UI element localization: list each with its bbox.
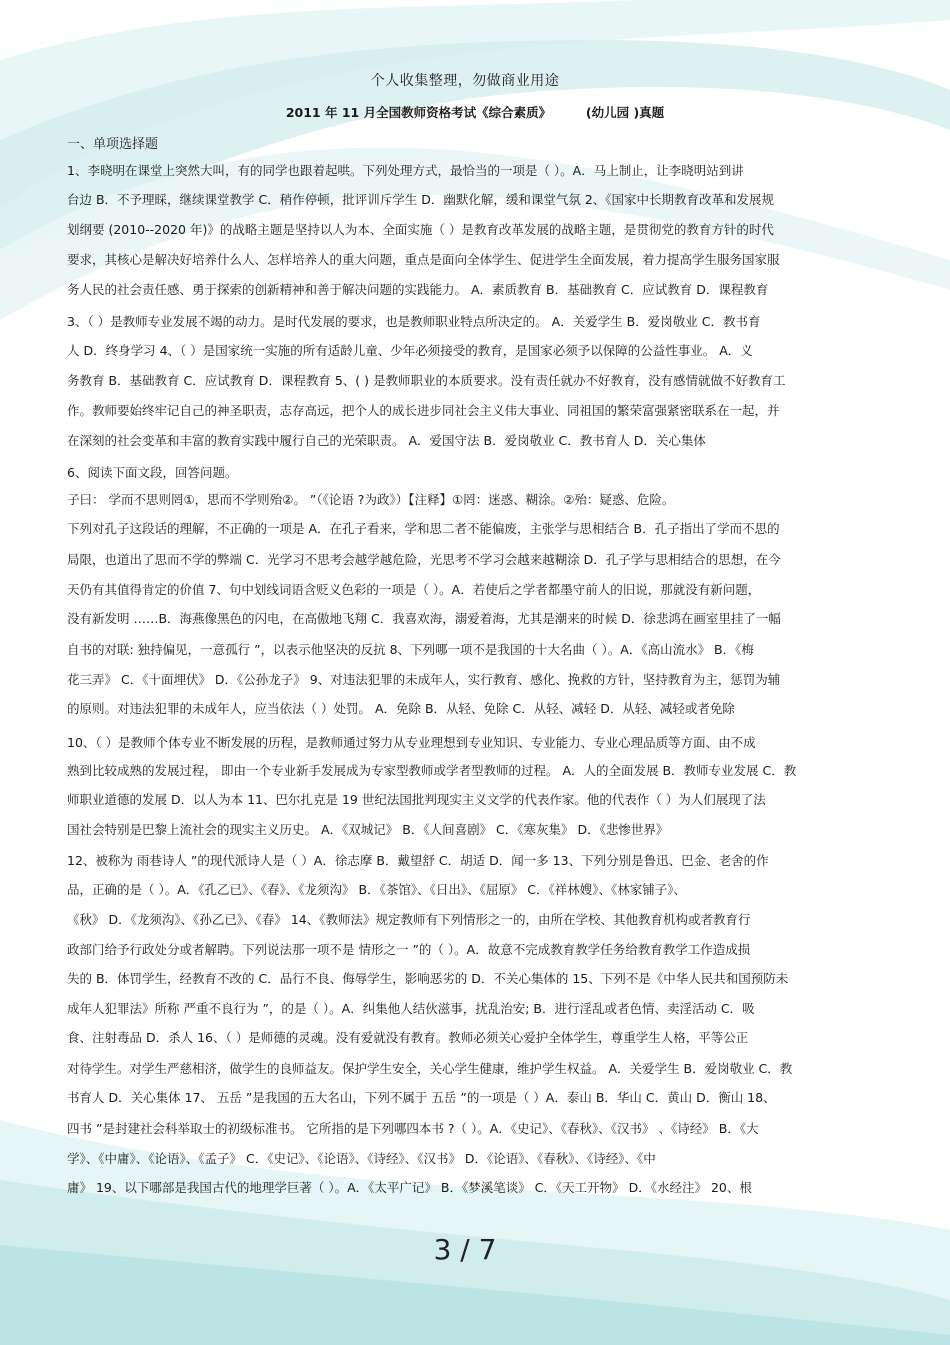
text-line: 务教育 B．基础教育 C．应试教育 D．课程教育 5、( ) 是教师职业的本质要求。没有责任就办不好教育，没有感情就做不好教育工 <box>67 373 786 388</box>
text-line: 花三弄》 C．《十面埋伏》 D．《公孙龙子》 9、对违法犯罪的未成年人，实行教育、感化、挽救的方针，坚持教育为主，惩罚为辅 <box>67 672 781 687</box>
text-line: 6、阅读下面文段，回答问题。 <box>67 465 238 480</box>
text-line: 局限，也道出了思而不学的弊端 C．光学习不思考会越学越危险，光思考不学习会越来越糊涂 D．孔子学与思相结合的思想，在今 <box>67 552 781 567</box>
text-line: 下列对孔子这段话的理解，不正确的一项是 A．在孔子看来，学和思二者不能偏废，主张学与思相结合 B．孔子指出了学而不思的 <box>67 521 780 536</box>
text-line: 成年人犯罪法》所称 严重不良行为 ”，的是（ ）。A．纠集他人结伙滋事，扰乱治安; B．进行淫乱或者色情、卖淫活动 C．吸 <box>67 1001 755 1016</box>
text-line: 师职业道德的发展 D．以人为本 11、巴尔扎克是 19 世纪法国批判现实主义文学的代表作家。他的代表作（ ）为人们展现了法 <box>67 792 766 807</box>
text-line: 对待学生。对学生严慈相济，做学生的良师益友。保护学生安全，关心学生健康，维护学生权益。 A．关爱学生 B．爱岗敬业 C．教 <box>67 1061 793 1076</box>
section-heading: 一、单项选择题 <box>67 137 159 152</box>
text-line: 12、被称为 雨巷诗人 ”的现代派诗人是（ ）A．徐志摩 B．戴望舒 C．胡适 D．闻一多 13、下列分别是鲁迅、巴金、老舍的作 <box>67 853 769 868</box>
text-line: 国社会特别是巴黎上流社会的现实主义历史。 A．《双城记》 B．《人间喜剧》 C．《寒灰集》 D．《悲惨世界》 <box>67 822 669 837</box>
text-line: 学》、《中庸》、《论语》、《孟子》 C．《史记》、《论语》、《诗经》、《汉书》 D．《论语》、《春秋》、《诗经》、《中 <box>67 1151 656 1166</box>
text-line: 1、李晓明在课堂上突然大叫，有的同学也跟着起哄。下列处理方式，最恰当的一项是（ ）。A．马上制止，让李晓明站到讲 <box>67 163 744 178</box>
text-line: 品，正确的是（ ）。A．《孔乙已》、《春》、《龙须沟》 B．《茶馆》、《日出》、《屈原》 C．《祥林嫂》、《林家铺子》、 <box>67 882 687 897</box>
text-line: 四书 ”是封建社会科举取士的初级标准书。 它所指的是下列哪四本书 ?（ ）。A．《史记》、《春秋》、《汉书》 、《诗经》 B．《大 <box>67 1121 759 1136</box>
text-line: 《秋》 D．《龙须沟》、《孙乙已》、《春》 14、《教师法》规定教师有下列情形之一的，由所在学校、其他教育机构或者教育行 <box>67 912 751 927</box>
page-number: 3 / 7 <box>433 1233 497 1266</box>
text-line: 书育人 D．关心集体 17、 五岳 ”是我国的五大名山，下列不属于 五岳 ”的一项是（ ）A．泰山 B．华山 C．黄山 D．衡山 18、 <box>67 1090 776 1105</box>
text-line: 庸》 19、以下哪部是我国古代的地理学巨著（ ）。A．《太平广记》 B．《梦溪笔谈》 C．《天工开物》 D．《水经注》 20、根 <box>67 1180 752 1195</box>
text-line: 10、（ ）是教师个体专业不断发展的历程，是教师通过努力从专业理想到专业知识、专业能力、专业心理品质等方面、由不成 <box>67 735 756 750</box>
watermark-text: 个人收集整理，勿做商业用途 <box>370 73 560 89</box>
text-line: 天仍有其值得肯定的价值 7、句中划线词语含贬义色彩的一项是（ ）。A．若使后之学者都墨守前人的旧说，那就没有新问题， <box>67 582 761 597</box>
text-line: 务人民的社会责任感、勇于探索的创新精神和善于解决问题的实践能力。 A．素质教育 B．基础教育 C．应试教育 D．课程教育 <box>67 282 769 297</box>
text-line: 3、（ ）是教师专业发展不竭的动力。是时代发展的要求，也是教师职业特点所决定的。 A．关爱学生 B．爱岗敬业 C．教书育 <box>67 314 761 329</box>
text-line: 政部门给予行政处分或者解聘。下列说法那一项不是 情形之一 ”的（ ）。A．故意不完成教育教学任务给教育教学工作造成损 <box>67 942 751 957</box>
text-line: 食、注射毒品 D．杀人 16、（ ）是师德的灵魂。没有爱就没有教育。教师必须关心爱护全体学生，尊重学生人格，平等公正 <box>67 1030 749 1045</box>
text-line: 在深刻的社会变革和丰富的教育实践中履行自己的光荣职责。 A．爱国守法 B．爱岗敬业 C．教书育人 D．关心集体 <box>67 433 706 448</box>
document-title: 2011 年 11 月全国教师资格考试《综合素质》 (幼儿园 )真题 <box>285 105 665 120</box>
text-line: 自书的对联: 独持偏见，一意孤行 ”，以表示他坚决的反抗 8、下列哪一项不是我国的十大名曲（ ）。A．《高山流水》 B．《梅 <box>67 642 754 657</box>
text-line: 的原则。对违法犯罪的未成年人，应当依法（ ）处罚。 A．免除 B．从轻、免除 C．从轻、减轻 D．从轻、减轻或者免除 <box>67 701 735 716</box>
text-line: 没有新发明 ……B．海燕像黑色的闪电，在高傲地飞翔 C．我喜欢海，溺爱着海，尤其是潮来的时候 D．徐悲鸿在画室里挂了一幅 <box>67 611 781 626</box>
text-line: 子曰： 学而不思则罔①，思而不学则殆②。 ”（《论语 ?为政》）【注释】①罔：迷惑、糊涂。②殆：疑惑、危险。 <box>67 492 675 507</box>
text-line: 失的 B．体罚学生，经教育不改的 C．品行不良、侮辱学生，影响恶劣的 D．不关心集体的 15、下列不是《中华人民共和国预防未 <box>67 971 789 986</box>
text-line: 人 D．终身学习 4、（ ）是国家统一实施的所有适龄儿童、少年必须接受的教育，是国家必须予以保障的公益性事业。 A．义 <box>67 343 753 358</box>
text-line: 作。教师要始终牢记自己的神圣职责，志存高远，把个人的成长进步同社会主义伟大事业、同祖国的繁荣富强紧密联系在一起，并 <box>67 403 780 418</box>
text-line: 熟到比较成熟的发展过程， 即由一个专业新手发展成为专家型教师或学者型教师的过程。 A．人的全面发展 B．教师专业发展 C．教 <box>67 763 797 778</box>
text-line: 台边 B．不予理睬，继续课堂教学 C．稍作停顿，批评训斥学生 D．幽默化解，缓和课堂气氛 2、《国家中长期教育改革和发展规 <box>67 192 775 207</box>
text-line: 要求，其核心是解决好培养什么人、怎样培养人的重大问题，重点是面向全体学生、促进学生全面发展，着力提高学生服务国家服 <box>67 252 780 267</box>
text-line: 划纲要 (2010--2020 年)》的战略主题是坚持以人为本、全面实施（ ）是教育改革发展的战略主题，是贯彻党的教育方针的时代 <box>67 222 774 237</box>
